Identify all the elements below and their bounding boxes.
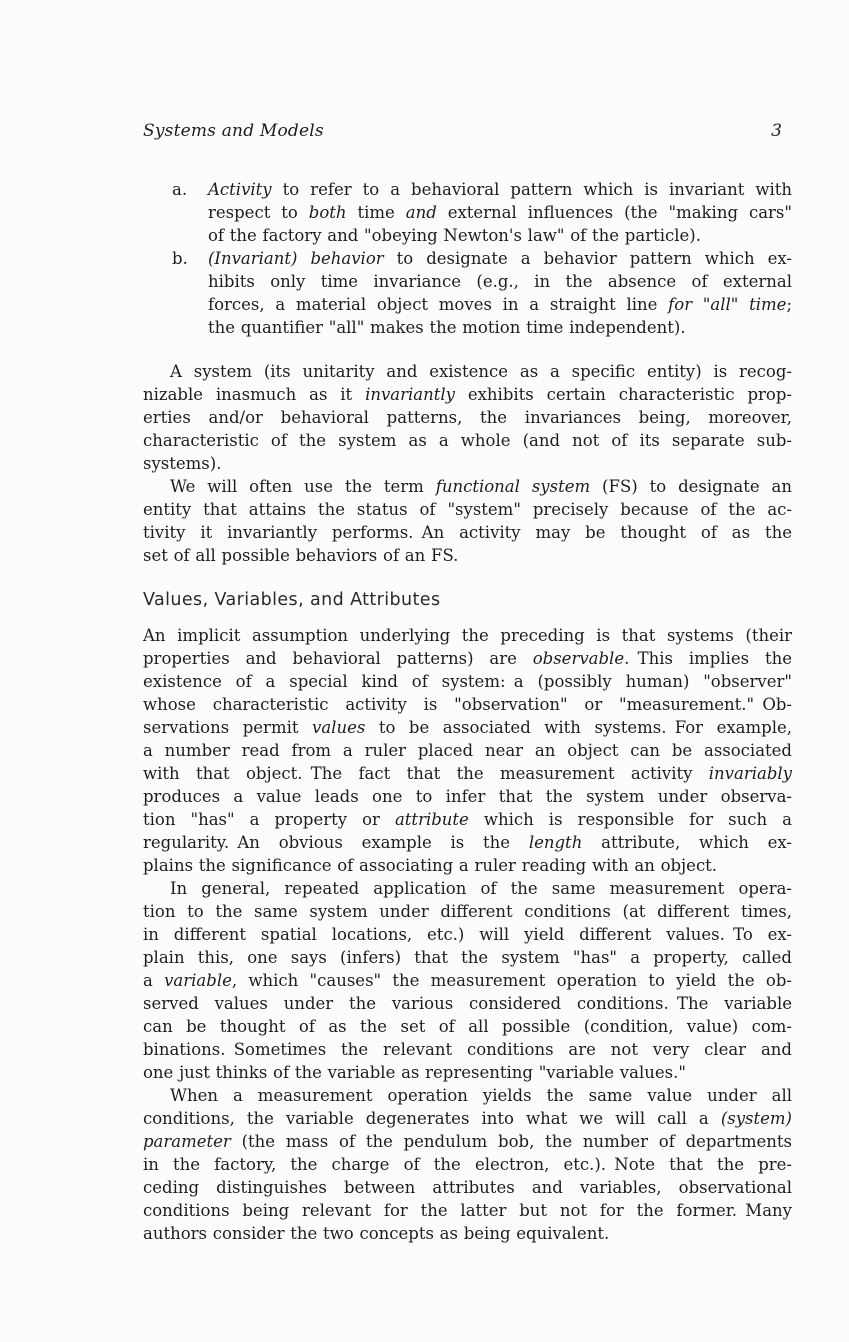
page-body xyxy=(143,178,792,1245)
text-line: We will often use the term functional system (FS) to designate an xyxy=(170,477,792,496)
italic-text: both xyxy=(308,203,347,222)
text-line: Activity to refer to a behavioral pattern which is invariant with xyxy=(208,180,792,199)
text-line: respect to both time and external influences (the "making cars" xyxy=(208,203,792,222)
italic-text: and xyxy=(405,203,437,222)
text-line: tion "has" a property or attribute which is responsible for such a xyxy=(143,810,792,829)
paragraph xyxy=(143,624,792,877)
text-line: servations permit values to be associated with systems. For example, xyxy=(143,718,792,737)
italic-text: for "all" time xyxy=(668,295,787,314)
text-line: of the factory and "obeying Newton's law" of the particle). xyxy=(208,226,701,245)
text-line: binations. Sometimes the relevant conditions are not very clear and xyxy=(143,1040,792,1059)
text-line: with that object. The fact that the measurement activity invariably xyxy=(143,764,792,783)
text-line: plain this, one says (infers) that the system "has" a property, called xyxy=(143,948,792,967)
page-header xyxy=(143,121,792,141)
text-line: served values under the various considered conditions. The variable xyxy=(143,994,792,1013)
list-item xyxy=(143,247,792,339)
paragraph xyxy=(143,360,792,475)
text-line: nizable inasmuch as it invariantly exhibits certain characteristic prop- xyxy=(143,385,792,404)
text-line: one just thinks of the variable as representing "variable values." xyxy=(143,1063,686,1082)
page-content xyxy=(143,121,792,1245)
text-line: can be thought of as the set of all possible (condition, value) com- xyxy=(143,1017,792,1036)
italic-text: values xyxy=(312,718,366,737)
italic-text: parameter xyxy=(143,1132,231,1151)
list-item-label: b. xyxy=(172,249,188,268)
italic-text: attribute xyxy=(394,810,469,829)
text-line: set of all possible behaviors of an FS. xyxy=(143,546,459,565)
paragraph xyxy=(143,877,792,1084)
text-line: produces a value leads one to infer that the system under observa- xyxy=(143,787,792,806)
italic-text: (Invariant) behavior xyxy=(208,249,384,268)
text-line: conditions, the variable degenerates into what we will call a (system) xyxy=(143,1109,792,1128)
italic-text: invariably xyxy=(708,764,792,783)
text-line: In general, repeated application of the same measurement opera- xyxy=(170,879,792,898)
italic-text: variable xyxy=(164,971,232,990)
text-line: characteristic of the system as a whole (and not of its separate sub- xyxy=(143,431,792,450)
italic-text: Activity xyxy=(208,180,272,199)
text-line: (Invariant) behavior to designate a behavior pattern which ex- xyxy=(208,249,792,268)
page-number: 3 xyxy=(771,121,782,141)
text-line: in different spatial locations, etc.) will yield different values. To ex- xyxy=(143,925,792,944)
text-line: entity that attains the status of "system" precisely because of the ac- xyxy=(143,500,792,519)
section-heading: Values, Variables, and Attributes xyxy=(143,590,441,610)
text-line: a number read from a ruler placed near an object can be associated xyxy=(143,741,792,760)
text-line: existence of a special kind of system: a (possibly human) "observer" xyxy=(143,672,792,691)
list-item xyxy=(143,178,792,247)
running-title: Systems and Models xyxy=(143,121,324,141)
text-line: forces, a material object moves in a straight line for "all" time; xyxy=(208,295,792,314)
list-item-label: a. xyxy=(172,180,188,199)
paragraph xyxy=(143,475,792,567)
text-line: systems). xyxy=(143,454,222,473)
text-line: authors consider the two concepts as being equivalent. xyxy=(143,1224,610,1243)
text-line: the quantifier "all" makes the motion time independent). xyxy=(208,318,686,337)
text-line: When a measurement operation yields the same value under all xyxy=(170,1086,792,1105)
italic-text: observable xyxy=(532,649,625,668)
text-line: properties and behavioral patterns) are observable. This implies the xyxy=(143,649,792,668)
text-line: erties and/or behavioral patterns, the invariances being, moreover, xyxy=(143,408,792,427)
text-line: in the factory, the charge of the electron, etc.). Note that the pre- xyxy=(143,1155,792,1174)
text-line: regularity. An obvious example is the length attribute, which ex- xyxy=(143,833,792,852)
italic-text: functional system xyxy=(435,477,591,496)
text-line: hibits only time invariance (e.g., in the absence of external xyxy=(208,272,792,291)
text-line: a variable, which "causes" the measurement operation to yield the ob- xyxy=(143,971,792,990)
italic-text: invariantly xyxy=(365,385,455,404)
text-line: whose characteristic activity is "observation" or "measurement." Ob- xyxy=(143,695,792,714)
text-line: ceding distinguishes between attributes and variables, observational xyxy=(143,1178,792,1197)
italic-text: (system) xyxy=(720,1109,792,1128)
text-line: conditions being relevant for the latter but not for the former. Many xyxy=(143,1201,792,1220)
paragraph xyxy=(143,1084,792,1245)
text-line: tivity it invariantly performs. An activity may be thought of as the xyxy=(143,523,792,542)
italic-text: length xyxy=(528,833,583,852)
text-line: tion to the same system under different conditions (at different times, xyxy=(143,902,792,921)
text-line: plains the significance of associating a ruler reading with an object. xyxy=(143,856,718,875)
text-line: parameter (the mass of the pendulum bob, the number of departments xyxy=(143,1132,792,1151)
text-line: A system (its unitarity and existence as a specific entity) is recog- xyxy=(170,362,792,381)
text-line: An implicit assumption underlying the preceding is that systems (their xyxy=(143,626,792,645)
